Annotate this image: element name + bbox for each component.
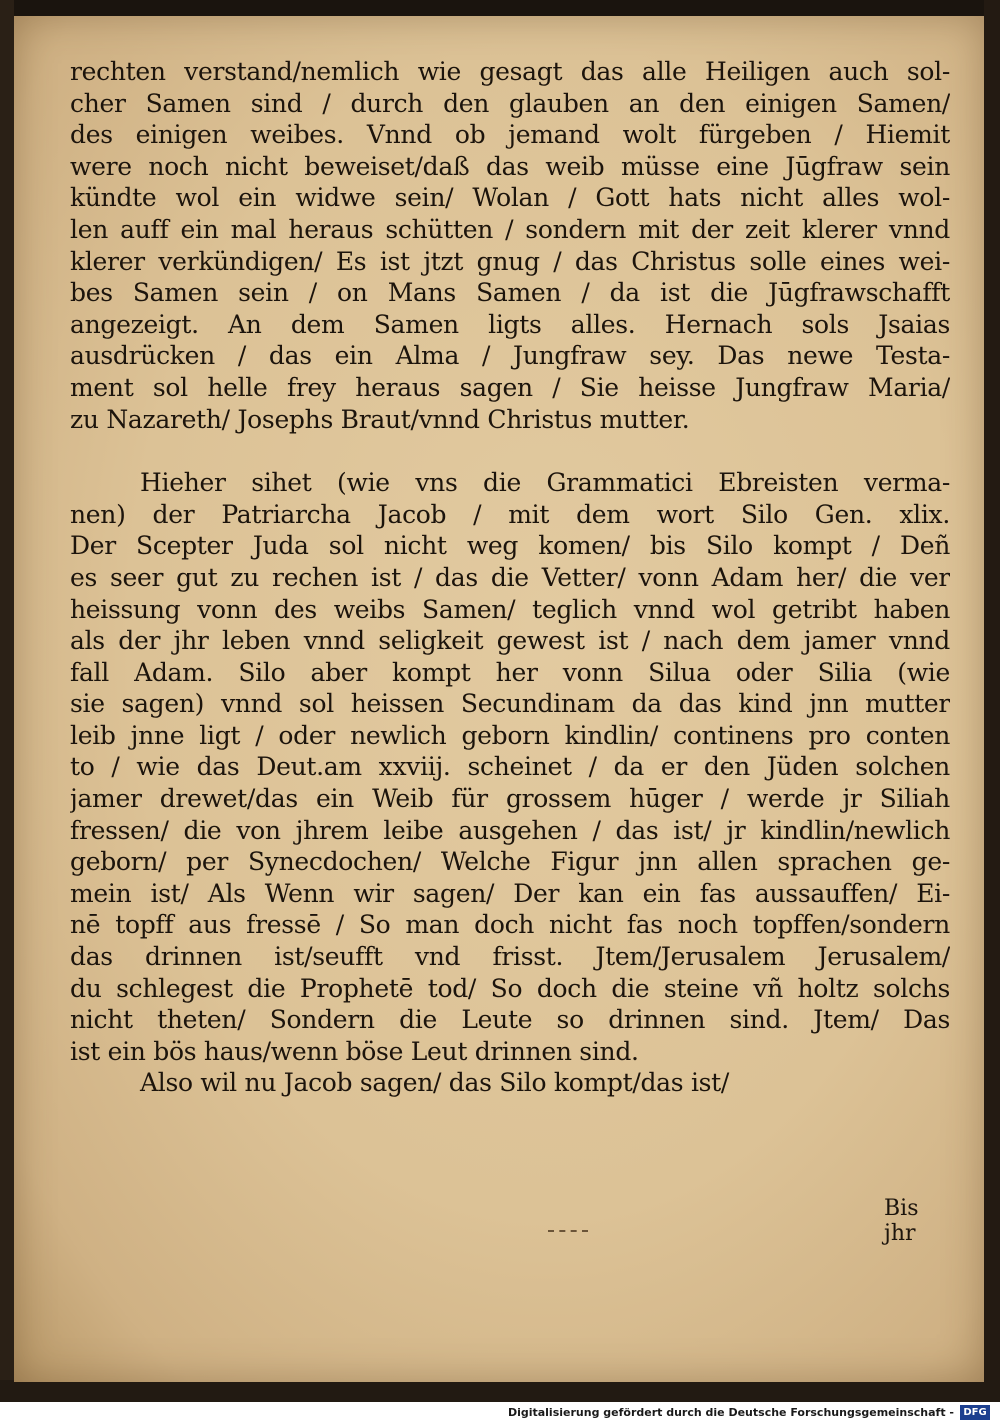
text-line: klerer verkündigen/ Es ist jtzt gnug / das Christus solle eines wei- — [70, 246, 950, 276]
book-page — [14, 16, 984, 1382]
text-line: Der Scepter Juda sol nicht weg komen/ bis Silo kompt / Deñ — [70, 531, 950, 561]
scan-edge-bottom — [0, 1380, 1000, 1402]
text-line: jamer drewet/das ein Weib für grossem hūger / werde jr Siliah — [70, 784, 950, 814]
text-line: fressen/ die von jhrem leibe ausgehen / das ist/ jr kindlin/newlich — [70, 815, 950, 845]
footer-bar — [0, 1402, 1000, 1424]
text-line: were noch nicht beweiset/daß das weib müsse eine Jūgfraw sein — [70, 151, 950, 181]
paragraph-2 — [70, 467, 950, 1099]
text-line: kündte wol ein widwe sein/ Wolan / Gott hats nicht alles wol- — [70, 183, 950, 213]
catchword-line-1: Bis — [884, 1196, 919, 1221]
text-line: zu Nazareth/ Josephs Braut/vnnd Christus mutter. — [70, 404, 690, 434]
text-line: fall Adam. Silo aber kompt her vonn Silua oder Silia (wie — [70, 657, 950, 687]
text-line: sie sagen) vnnd sol heissen Secundinam da das kind jnn mutter — [70, 689, 950, 719]
signature-mark — [548, 1230, 588, 1235]
text-line: als der jhr leben vnnd seligkeit gewest ist / nach dem jamer vnnd — [70, 626, 950, 656]
text-line: len auff ein mal heraus schütten / sondern mit der zeit klerer vnnd — [70, 214, 950, 244]
text-line: to / wie das Deut.am xxviij. scheinet / da er den Jüden solchen — [70, 752, 950, 782]
text-line: du schlegest die Prophetē tod/ So doch die steine vñ holtz solchs — [70, 973, 950, 1003]
text-line: des einigen weibes. Vnnd ob jemand wolt fürgeben / Hiemit — [70, 120, 950, 150]
text-line: ausdrücken / das ein Alma / Jungfraw sey. Das newe Testa- — [70, 341, 950, 371]
text-line: rechten verstand/nemlich wie gesagt das alle Heiligen auch sol- — [70, 57, 950, 86]
text-line: nen) der Patriarcha Jacob / mit dem wort Silo Gen. xlix. — [70, 499, 950, 529]
text-line: das drinnen ist/seufft vnd frisst. Jtem/Jerusalem Jerusalem/ — [70, 942, 950, 972]
text-line: heissung vonn des weibs Samen/ teglich vnnd wol getribt haben — [70, 594, 950, 624]
text-line: angezeigt. An dem Samen ligts alles. Hernach sols Jsaias — [70, 309, 950, 339]
paragraph-1 — [70, 56, 950, 435]
scan-edge-right — [984, 0, 1000, 1400]
dfg-logo: DFG — [960, 1405, 990, 1420]
page-text — [70, 56, 950, 1099]
paragraph-gap — [70, 435, 950, 467]
text-line: Also wil nu Jacob sagen/ das Silo kompt/das ist/ — [140, 1068, 730, 1098]
text-line: mein ist/ Als Wenn wir sagen/ Der kan ein fas aussauffen/ Ei- — [70, 878, 950, 908]
scan-edge-left — [0, 0, 14, 1400]
catchword-line-2: jhr — [884, 1221, 916, 1246]
text-line: ist ein bös haus/wenn böse Leut drinnen sind. — [70, 1036, 639, 1066]
text-line: geborn/ per Synecdochen/ Welche Figur jnn allen sprachen ge- — [70, 847, 950, 877]
text-line: nē topff aus fressē / So man doch nicht fas noch topffen/sondern — [70, 910, 950, 940]
text-line: ment sol helle frey heraus sagen / Sie heisse Jungfraw Maria/ — [70, 372, 950, 402]
text-line: nicht theten/ Sondern die Leute so drinnen sind. Jtem/ Das — [70, 1005, 950, 1035]
text-line: es seer gut zu rechen ist / das die Vetter/ vonn Adam her/ die ver — [70, 562, 950, 592]
text-line: cher Samen sind / durch den glauben an den einigen Samen/ — [70, 88, 950, 118]
catchword — [884, 1196, 919, 1246]
text-line: leib jnne ligt / oder newlich geborn kindlin/ continens pro conten — [70, 720, 950, 750]
text-line: Hieher sihet (wie vns die Grammatici Ebreisten verma- — [140, 468, 950, 498]
funding-credit: Digitalisierung gefördert durch die Deutsche Forschungsgemeinschaft - — [507, 1406, 954, 1419]
text-line: bes Samen sein / on Mans Samen / da ist die Jūgfrawschafft — [70, 278, 950, 308]
